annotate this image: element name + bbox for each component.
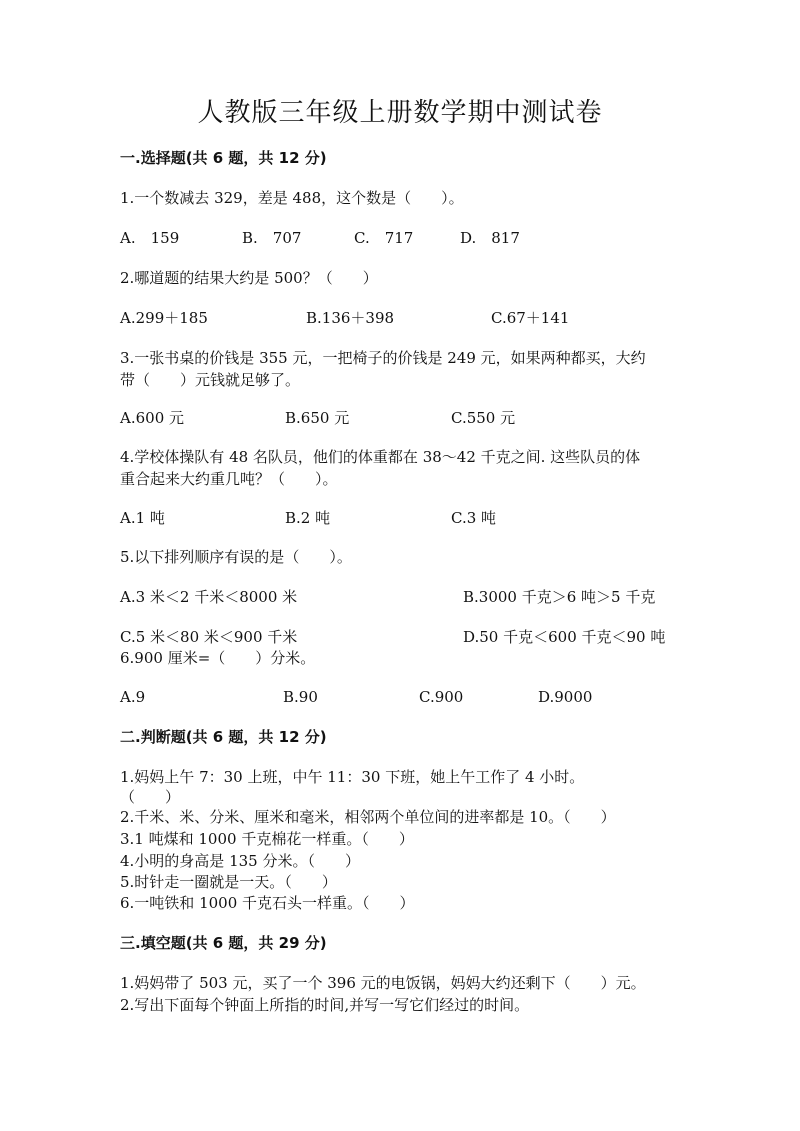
option-d: D. 817 xyxy=(460,229,520,247)
statement-line: 4.小明的身高是 135 分米。（ ） xyxy=(120,852,360,870)
option-c: C.67＋141 xyxy=(491,309,570,327)
options-row xyxy=(120,626,680,648)
option-a: A. 159 xyxy=(120,229,180,247)
statement-line: 6.一吨铁和 1000 千克石头一样重。（ ） xyxy=(120,894,415,912)
options-row xyxy=(120,507,680,529)
question-text: 带（ ）元钱就足够了。 xyxy=(120,371,301,389)
section-heading-fill: 三.填空题(共 6 题，共 29 分) xyxy=(120,934,327,952)
option-c: C.900 xyxy=(419,688,464,706)
option-a: A.3 米＜2 千米＜8000 米 xyxy=(120,588,298,606)
option-b: B. 707 xyxy=(242,229,302,247)
statement-line: 1.妈妈上午 7：30 上班，中午 11：30 下班，她上午工作了 4 小时。 xyxy=(120,768,585,786)
question-text: 3.一张书桌的价钱是 355 元，一把椅子的价钱是 249 元，如果两种都买，大约 xyxy=(120,349,646,367)
option-b: B.2 吨 xyxy=(285,509,331,527)
option-b: B.136＋398 xyxy=(306,309,395,327)
fill-question-line: 1.妈妈带了 503 元，买了一个 396 元的电饭锅，妈妈大约还剩下（ ）元。 xyxy=(120,974,646,992)
option-c: C.5 米＜80 米＜900 千米 xyxy=(120,628,298,646)
statement-line: （ ） xyxy=(120,788,181,806)
options-row xyxy=(120,586,680,608)
question-text: 2.哪道题的结果大约是 500？（ ） xyxy=(120,269,378,287)
option-c: C. 717 xyxy=(354,229,414,247)
options-row xyxy=(120,407,680,429)
statement-line: 2.千米、米、分米、厘米和毫米，相邻两个单位间的进率都是 10。（ ） xyxy=(120,808,616,826)
question-text: 重合起来大约重几吨？（ ）。 xyxy=(120,470,338,488)
section-heading-judgement: 二.判断题(共 6 题，共 12 分) xyxy=(120,728,327,746)
option-b: B.650 元 xyxy=(285,409,350,427)
statement-line: 3.1 吨煤和 1000 千克棉花一样重。（ ） xyxy=(120,830,414,848)
options-row xyxy=(120,307,680,329)
option-a: A.1 吨 xyxy=(120,509,165,527)
options-row xyxy=(120,686,680,708)
page-title: 人教版三年级上册数学期中测试卷 xyxy=(197,98,603,128)
question-text: 5.以下排列顺序有误的是（ ）。 xyxy=(120,548,352,566)
option-b: B.90 xyxy=(283,688,318,706)
option-c: C.3 吨 xyxy=(451,509,497,527)
question-text: 4.学校体操队有 48 名队员，他们的体重都在 38～42 千克之间. 这些队员的体 xyxy=(120,448,641,466)
option-a: A.600 元 xyxy=(120,409,184,427)
question-text: 1.一个数减去 329，差是 488，这个数是（ ）。 xyxy=(120,189,464,207)
option-a: A.299＋185 xyxy=(120,309,208,327)
fill-question-line: 2.写出下面每个钟面上所指的时间,并写一写它们经过的时间。 xyxy=(120,996,530,1014)
option-d: D.50 千克＜600 千克＜90 吨 xyxy=(463,628,666,646)
statement-line: 5.时针走一圈就是一天。（ ） xyxy=(120,873,337,891)
question-text: 6.900 厘米=（ ）分米。 xyxy=(120,649,316,667)
option-c: C.550 元 xyxy=(451,409,516,427)
options-row xyxy=(120,227,680,249)
option-a: A.9 xyxy=(120,688,146,706)
option-b: B.3000 千克＞6 吨＞5 千克 xyxy=(463,588,656,606)
option-d: D.9000 xyxy=(538,688,593,706)
section-heading-choice: 一.选择题(共 6 题，共 12 分) xyxy=(120,149,327,167)
